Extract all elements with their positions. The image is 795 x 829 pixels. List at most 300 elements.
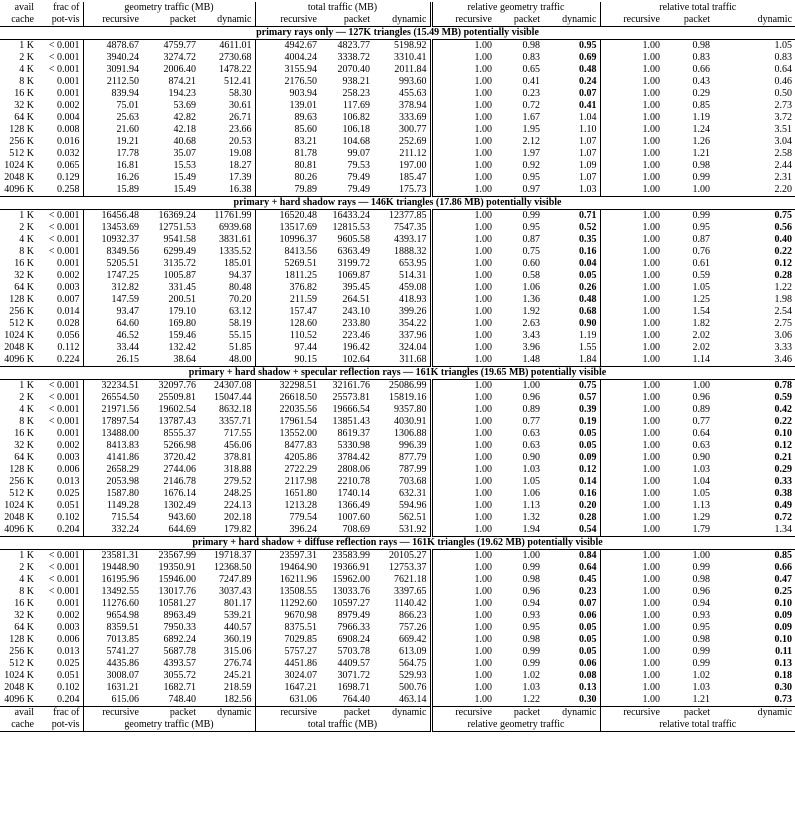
table-cell: 1.00	[431, 306, 495, 318]
table-cell: 717.55	[224, 428, 252, 439]
table-row	[0, 184, 795, 197]
table-cell: 25.63	[83, 112, 142, 124]
table-cell: 1.00	[600, 392, 663, 404]
table-cell: 0.129	[57, 172, 80, 183]
table-cell: 1.00	[431, 40, 495, 53]
table-cell: < 0.001	[48, 222, 80, 233]
table-cell: 0.98	[522, 40, 540, 51]
table-cell: 1.00	[431, 354, 495, 367]
table-cell: 376.82	[255, 282, 320, 294]
table-cell: 1.00	[431, 416, 495, 428]
table-cell: 2.12	[522, 136, 540, 147]
table-cell: 331.45	[168, 282, 196, 293]
table-cell: 16456.48	[83, 210, 142, 223]
table-cell: 252.69	[399, 136, 427, 147]
table-cell: 1.55	[579, 342, 597, 353]
footer-col: packet	[495, 707, 543, 720]
table-cell: 1.00	[431, 574, 495, 586]
table-cell: 2070.40	[337, 64, 370, 75]
table-cell: 0.05	[579, 646, 597, 657]
table-cell: 0.78	[774, 380, 793, 391]
table-cell: 1.00	[431, 380, 495, 393]
table-cell: 1.00	[600, 88, 663, 100]
table-cell: 58.19	[229, 318, 252, 329]
table-cell: 0.95	[692, 622, 710, 633]
table-cell: 13492.55	[83, 586, 142, 598]
table-cell: 0.56	[774, 222, 793, 233]
table-cell: < 0.001	[48, 416, 80, 427]
table-cell: 0.64	[692, 428, 710, 439]
table-cell: 1.00	[431, 282, 495, 294]
table-cell: 0.95	[579, 40, 597, 51]
table-cell: 5741.27	[83, 646, 142, 658]
table-cell: 8 K	[19, 246, 34, 257]
table-cell: 1.00	[431, 622, 495, 634]
table-cell: 1.02	[522, 670, 540, 681]
table-cell: 224.13	[224, 500, 252, 511]
table-cell: 337.96	[399, 330, 427, 341]
table-cell: 0.50	[774, 88, 793, 99]
table-cell: 0.05	[579, 440, 597, 451]
table-cell: 64 K	[14, 452, 34, 463]
table-cell: 1.92	[522, 306, 540, 317]
table-cell: 26.71	[229, 112, 252, 123]
table-cell: 2210.78	[337, 476, 370, 487]
table-cell: 0.63	[522, 428, 540, 439]
table-row	[0, 574, 795, 586]
table-cell: 26.15	[83, 354, 142, 367]
table-cell: 0.96	[692, 586, 710, 597]
table-row	[0, 148, 795, 160]
table-cell: 211.59	[255, 294, 320, 306]
table-cell: 1.06	[522, 282, 540, 293]
table-cell: 6908.24	[337, 634, 370, 645]
table-row	[0, 112, 795, 124]
table-cell: 632.31	[399, 488, 427, 499]
table-cell: 1.22	[774, 282, 793, 293]
table-cell: 17.78	[83, 148, 142, 160]
table-cell: 0.98	[692, 634, 710, 645]
table-cell: 0.05	[579, 428, 597, 439]
table-cell: 1024 K	[4, 500, 34, 511]
table-cell: 0.112	[57, 342, 80, 353]
table-cell: 0.66	[692, 64, 710, 75]
table-cell: 0.35	[579, 234, 597, 245]
table-cell: < 0.001	[48, 40, 80, 51]
table-cell: 15946.00	[158, 574, 196, 585]
table-cell: 801.17	[224, 598, 252, 609]
table-cell: 85.60	[255, 124, 320, 136]
table-cell: 0.63	[522, 440, 540, 451]
table-cell: 24307.08	[214, 380, 252, 391]
table-cell: 194.23	[168, 88, 196, 99]
table-cell: 1.22	[522, 694, 540, 705]
table-cell: 1.00	[431, 64, 495, 76]
table-cell: 1.00	[431, 488, 495, 500]
table-cell: 1.00	[431, 610, 495, 622]
table-cell: 3199.72	[337, 258, 370, 269]
table-cell: 2.20	[774, 184, 793, 195]
footer-col: recursive	[600, 707, 663, 720]
table-cell: 1.00	[600, 550, 663, 563]
table-cell: 1.00	[600, 598, 663, 610]
table-cell: 16369.24	[158, 210, 196, 221]
table-cell: 8963.49	[163, 610, 196, 621]
table-cell: 16211.96	[255, 574, 320, 586]
table-cell: 94.37	[229, 270, 252, 281]
table-cell: 9670.98	[255, 610, 320, 622]
table-cell: 25086.99	[389, 380, 427, 391]
table-cell: 562.51	[399, 512, 427, 523]
table-cell: 1740.14	[337, 488, 370, 499]
table-cell: 102.64	[342, 354, 370, 365]
table-row	[0, 318, 795, 330]
table-cell: 1.00	[600, 380, 663, 393]
table-cell: 23567.99	[158, 550, 196, 561]
table-row	[0, 160, 795, 172]
table-cell: 512.41	[224, 76, 252, 87]
table-cell: 2 K	[19, 222, 34, 233]
table-cell: 20.53	[229, 136, 252, 147]
table-cell: 1 K	[19, 210, 34, 221]
table-cell: 4141.86	[83, 452, 142, 464]
table-cell: 1.06	[522, 488, 540, 499]
table-cell: 1.00	[600, 354, 663, 367]
table-cell: 4096 K	[4, 694, 34, 705]
table-cell: 0.83	[774, 52, 793, 63]
table-cell: 17961.54	[255, 416, 320, 428]
table-cell: 147.59	[83, 294, 142, 306]
table-cell: 8477.83	[255, 440, 320, 452]
table-cell: 23.66	[229, 124, 252, 135]
table-cell: 1.00	[600, 464, 663, 476]
table-cell: 539.21	[224, 610, 252, 621]
table-cell: 169.80	[168, 318, 196, 329]
table-cell: 128 K	[9, 634, 34, 645]
table-cell: 1.00	[600, 404, 663, 416]
table-cell: 1.54	[692, 306, 710, 317]
table-cell: 1.00	[600, 52, 663, 64]
table-cell: 19.08	[229, 148, 252, 159]
table-cell: 17897.54	[83, 416, 142, 428]
table-cell: 16433.24	[332, 210, 370, 221]
table-cell: 1888.32	[394, 246, 427, 257]
table-cell: 877.79	[399, 452, 427, 463]
table-cell: 0.12	[579, 464, 597, 475]
table-cell: 80.26	[255, 172, 320, 184]
table-cell: 0.98	[692, 574, 710, 585]
table-cell: 1.10	[579, 124, 597, 135]
table-cell: 2176.50	[255, 76, 320, 88]
table-cell: 0.99	[522, 646, 540, 657]
table-cell: 3037.43	[219, 586, 252, 597]
table-cell: 0.29	[774, 464, 793, 475]
table-cell: 1.03	[692, 682, 710, 693]
table-cell: 0.76	[692, 246, 710, 257]
table-cell: 1.00	[600, 670, 663, 682]
table-cell: 0.72	[774, 512, 793, 523]
table-cell: 3310.41	[394, 52, 427, 63]
table-cell: 19602.54	[158, 404, 196, 415]
table-cell: 0.90	[579, 318, 597, 329]
table-row	[0, 682, 795, 694]
table-cell: 1.00	[431, 428, 495, 440]
table-cell: 0.002	[57, 100, 80, 111]
table-cell: 1478.22	[219, 64, 252, 75]
table-cell: 1.21	[692, 148, 710, 159]
table-row	[0, 622, 795, 634]
table-cell: 1.00	[600, 330, 663, 342]
table-cell: 0.99	[522, 658, 540, 669]
table-cell: 0.28	[774, 270, 793, 281]
table-cell: 0.014	[57, 306, 80, 317]
table-cell: 0.41	[522, 76, 540, 87]
table-cell: 1.00	[600, 172, 663, 184]
table-cell: 0.96	[522, 392, 540, 403]
table-cell: 13517.69	[255, 222, 320, 234]
table-row	[0, 476, 795, 488]
table-cell: 0.051	[57, 670, 80, 681]
table-cell: 256 K	[9, 306, 34, 317]
table-cell: 0.43	[692, 76, 710, 87]
table-cell: 312.82	[83, 282, 142, 294]
table-cell: 1.00	[431, 464, 495, 476]
section-title: primary + hard shadow + specular reflection rays — 161K triangles (19.65 MB) potentially visible	[0, 367, 795, 380]
table-cell: 0.003	[57, 622, 80, 633]
table-cell: 1.00	[600, 682, 663, 694]
table-cell: 0.102	[57, 512, 80, 523]
table-cell: 3.51	[774, 124, 793, 135]
table-cell: 0.04	[579, 258, 597, 269]
table-cell: 0.59	[692, 270, 710, 281]
table-cell: 16.81	[83, 160, 142, 172]
table-cell: 10996.37	[255, 234, 320, 246]
table-cell: 2 K	[19, 52, 34, 63]
footer-col: packet	[320, 707, 373, 720]
table-cell: 1.00	[600, 136, 663, 148]
header-col: recursive	[83, 14, 142, 27]
table-cell: 0.12	[774, 440, 793, 451]
table-cell: 1.00	[431, 258, 495, 270]
table-cell: 0.025	[57, 658, 80, 669]
table-cell: 79.89	[255, 184, 320, 197]
table-cell: 19366.91	[332, 562, 370, 573]
table-cell: 0.002	[57, 270, 80, 281]
table-row	[0, 488, 795, 500]
table-cell: 4823.77	[337, 40, 370, 51]
table-cell: 0.07	[579, 598, 597, 609]
table-cell: 128 K	[9, 464, 34, 475]
table-cell: 13552.00	[255, 428, 320, 440]
table-cell: 3.06	[774, 330, 793, 341]
table-cell: 197.00	[399, 160, 427, 171]
table-cell: 1.00	[431, 550, 495, 563]
table-cell: 0.001	[57, 76, 80, 87]
table-cell: 1.00	[431, 392, 495, 404]
table-cell: 21971.56	[83, 404, 142, 416]
table-cell: 1.00	[600, 500, 663, 512]
table-cell: 512 K	[9, 488, 34, 499]
table-cell: 4 K	[19, 404, 34, 415]
table-cell: 0.98	[692, 40, 710, 51]
table-cell: 264.51	[342, 294, 370, 305]
table-cell: 1.00	[431, 160, 495, 172]
table-cell: 0.84	[579, 550, 597, 561]
table-cell: 8 K	[19, 76, 34, 87]
table-cell: 1.00	[431, 452, 495, 464]
table-cell: 0.10	[774, 428, 793, 439]
table-cell: 708.69	[342, 524, 370, 535]
table-cell: 13453.69	[83, 222, 142, 234]
table-cell: 3357.71	[219, 416, 252, 427]
table-cell: 1.07	[579, 148, 597, 159]
table-cell: 75.01	[83, 100, 142, 112]
table-cell: 1.21	[692, 694, 710, 705]
table-cell: 0.20	[579, 500, 597, 511]
table-cell: 15819.16	[389, 392, 427, 403]
table-cell: 1.00	[600, 694, 663, 707]
table-cell: 3024.07	[255, 670, 320, 682]
table-cell: 1747.25	[83, 270, 142, 282]
table-cell: 1.00	[600, 294, 663, 306]
header-col: recursive	[255, 14, 320, 27]
table-row	[0, 76, 795, 88]
table-row	[0, 306, 795, 318]
table-cell: 1149.28	[83, 500, 142, 512]
table-cell: 1.00	[431, 234, 495, 246]
table-cell: 64 K	[14, 622, 34, 633]
table-cell: 378.81	[224, 452, 252, 463]
table-cell: 58.30	[229, 88, 252, 99]
table-cell: 159.46	[168, 330, 196, 341]
table-cell: 6892.24	[163, 634, 196, 645]
table-cell: 0.75	[774, 210, 793, 221]
table-cell: 1.25	[692, 294, 710, 305]
table-cell: 19464.90	[255, 562, 320, 574]
table-cell: 0.09	[774, 610, 793, 621]
table-cell: 223.46	[342, 330, 370, 341]
table-cell: 757.26	[399, 622, 427, 633]
table-cell: 8632.18	[219, 404, 252, 415]
table-cell: 8619.37	[337, 428, 370, 439]
table-cell: 1.00	[431, 512, 495, 524]
table-cell: 1.00	[431, 524, 495, 537]
table-cell: 1.00	[522, 550, 540, 561]
table-cell: 2.02	[692, 342, 710, 353]
table-cell: 7013.85	[83, 634, 142, 646]
results-table-container	[0, 2, 795, 732]
table-cell: 8375.51	[255, 622, 320, 634]
table-cell: 0.94	[692, 598, 710, 609]
table-cell: 5703.78	[337, 646, 370, 657]
table-cell: 943.60	[168, 512, 196, 523]
table-cell: 0.22	[774, 246, 793, 257]
table-cell: 0.68	[579, 306, 597, 317]
table-cell: 1.00	[431, 318, 495, 330]
table-row	[0, 88, 795, 100]
table-cell: 0.99	[692, 646, 710, 657]
table-row	[0, 330, 795, 342]
table-cell: 354.22	[399, 318, 427, 329]
table-cell: 32 K	[14, 100, 34, 111]
table-cell: 0.016	[57, 136, 80, 147]
table-cell: 1.00	[431, 124, 495, 136]
table-cell: 2006.40	[163, 64, 196, 75]
table-cell: 0.258	[57, 184, 80, 195]
table-row	[0, 694, 795, 707]
table-cell: 1213.28	[255, 500, 320, 512]
table-cell: 25509.81	[158, 392, 196, 403]
header-col: packet	[169, 14, 196, 25]
table-cell: 80.81	[255, 160, 320, 172]
table-cell: 1.09	[579, 160, 597, 171]
table-cell: 2 K	[19, 562, 34, 573]
table-cell: 0.05	[579, 634, 597, 645]
table-cell: 4878.67	[83, 40, 142, 53]
table-cell: 787.99	[399, 464, 427, 475]
table-cell: 0.98	[692, 160, 710, 171]
table-cell: 4451.86	[255, 658, 320, 670]
table-cell: 2146.78	[163, 476, 196, 487]
table-cell: 6299.49	[163, 246, 196, 257]
table-cell: 1631.21	[83, 682, 142, 694]
table-cell: 0.26	[579, 282, 597, 293]
table-cell: 1302.49	[163, 500, 196, 511]
table-cell: 4759.77	[163, 40, 196, 51]
table-row	[0, 500, 795, 512]
table-cell: 631.06	[255, 694, 320, 707]
table-cell: 7621.18	[394, 574, 427, 585]
table-cell: 179.10	[168, 306, 196, 317]
table-cell: 1.00	[431, 694, 495, 707]
table-cell: 1.00	[692, 550, 710, 561]
table-row	[0, 258, 795, 270]
table-row	[0, 586, 795, 598]
table-cell: 70.20	[229, 294, 252, 305]
table-cell: < 0.001	[48, 210, 80, 221]
table-cell: 1.04	[692, 476, 710, 487]
table-cell: 4 K	[19, 234, 34, 245]
table-cell: 1.95	[522, 124, 540, 135]
table-cell: 1024 K	[4, 330, 34, 341]
header-col: dynamic	[757, 14, 793, 25]
table-cell: 0.61	[692, 258, 710, 269]
table-cell: 1.97	[522, 148, 540, 159]
table-cell: 4096 K	[4, 524, 34, 535]
table-cell: 0.57	[579, 392, 597, 403]
table-cell: 2722.29	[255, 464, 320, 476]
footer-frac-of: frac of	[37, 707, 83, 720]
table-cell: 0.98	[522, 634, 540, 645]
table-cell: 13017.76	[158, 586, 196, 597]
table-row	[0, 270, 795, 282]
footer-col: recursive	[431, 707, 495, 720]
table-cell: 2.58	[774, 148, 793, 159]
table-cell: 256 K	[9, 476, 34, 487]
table-cell: 211.12	[399, 148, 427, 159]
table-cell: 1.00	[431, 148, 495, 160]
table-cell: 0.38	[774, 488, 793, 499]
table-cell: 19666.54	[332, 404, 370, 415]
table-cell: 3831.61	[219, 234, 252, 245]
table-cell: 1.00	[431, 330, 495, 342]
table-cell: 1.00	[431, 52, 495, 64]
table-cell: 0.85	[692, 100, 710, 111]
table-cell: 63.12	[229, 306, 252, 317]
table-cell: 42.18	[173, 124, 196, 135]
table-cell: 1335.52	[219, 246, 252, 257]
table-cell: 1.00	[431, 294, 495, 306]
